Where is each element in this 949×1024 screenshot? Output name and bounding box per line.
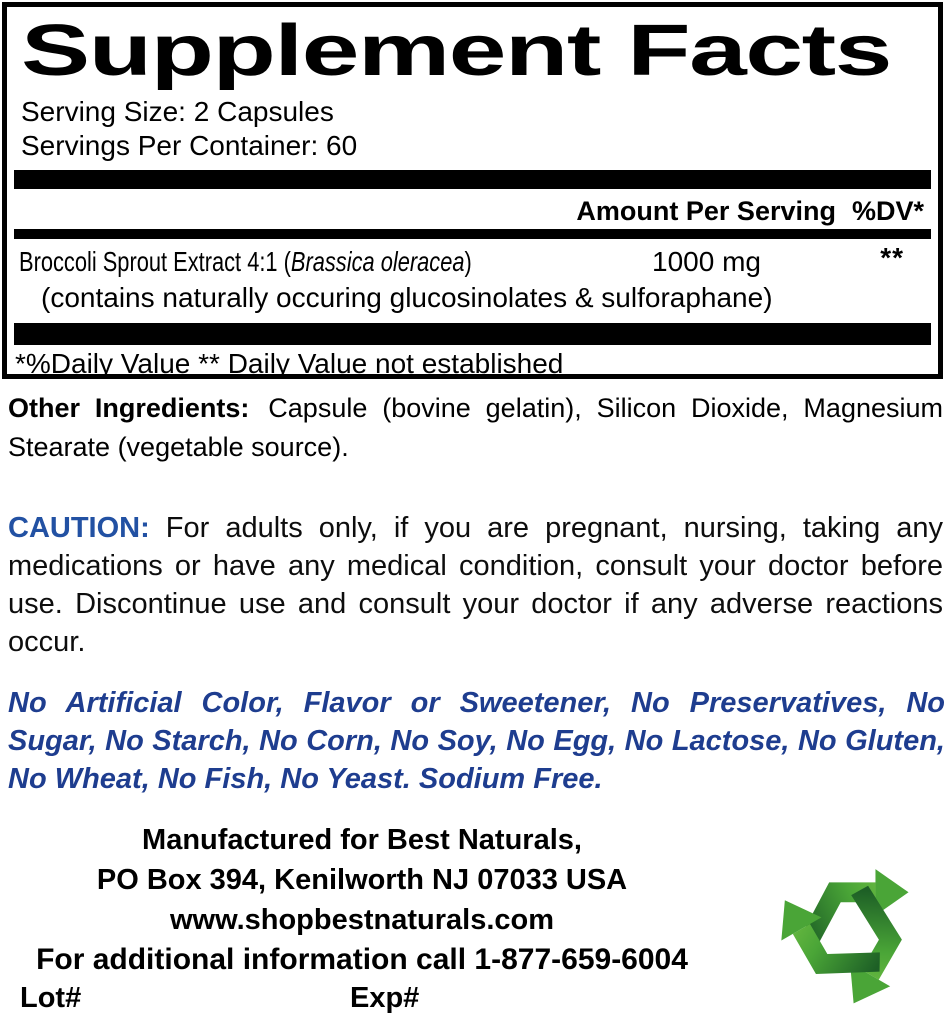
caution-text: For adults only, if you are pregnant, nursing, taking any medications or have any medical condition, consult your doctor before use. Discontinue use and consult your doctor if any adverse reactions occur. (8, 512, 944, 658)
other-ingredients-text: Capsule (bovine gelatin), Silicon Dioxide, Magnesium Stearate (vegetable source). (8, 393, 943, 462)
ingredient-name-suffix: ) (464, 246, 472, 277)
divider-bar-thick-bottom (14, 323, 931, 345)
ingredient-note: (contains naturally occuring glucosinolates & sulforaphane) (41, 282, 773, 313)
divider-bar-thin (14, 229, 931, 239)
ingredient-row (7, 242, 938, 278)
recycle-icon (753, 846, 945, 1018)
ingredient-name (19, 246, 472, 278)
claims-text: No Artificial Color, Flavor or Sweetener, No Preservatives, No Sugar, No Starch, No Corn, No Soy, No Egg, No Lactose, No Gluten, No Wheat, No Fish, No Yeast. Sodium Free. (8, 687, 945, 795)
facts-title: Supplement Facts (21, 11, 891, 91)
other-ingredients (8, 389, 943, 467)
daily-value-footnote: *%Daily Value ** Daily Value not established (15, 348, 564, 379)
manufactured-line: Manufactured for Best Naturals, (142, 824, 582, 856)
ingredient-dv-value: ** (880, 242, 904, 273)
ingredient-name-prefix: Broccoli Sprout Extract 4:1 ( (19, 246, 291, 277)
caution-paragraph (8, 509, 943, 661)
ingredient-species: Brassica oleracea (290, 246, 465, 277)
phone-line: For additional information call 1-877-659-6004 (36, 943, 688, 976)
dv-header: %DV* (851, 196, 924, 226)
supplement-facts-box (2, 2, 943, 379)
servings-per-container: Servings Per Container: 60 (21, 130, 358, 161)
manufacturer-block (0, 820, 724, 980)
serving-size: Serving Size: 2 Capsules (21, 96, 334, 127)
facts-title-wrap (21, 11, 938, 95)
ingredient-amount: 1000 mg (652, 246, 761, 277)
exp-label: Exp# (350, 982, 420, 1014)
facts-column-header (7, 196, 938, 226)
divider-bar-thick-top (14, 170, 931, 189)
address-line: PO Box 394, Kenilworth NJ 07033 USA (96, 864, 628, 896)
other-ingredients-label: Other Ingredients: (8, 393, 250, 423)
lot-label: Lot# (20, 982, 82, 1014)
website-line: www.shopbestnaturals.com (169, 904, 555, 936)
amount-per-serving-header: Amount Per Serving (576, 196, 836, 226)
caution-label: CAUTION: (8, 512, 150, 544)
